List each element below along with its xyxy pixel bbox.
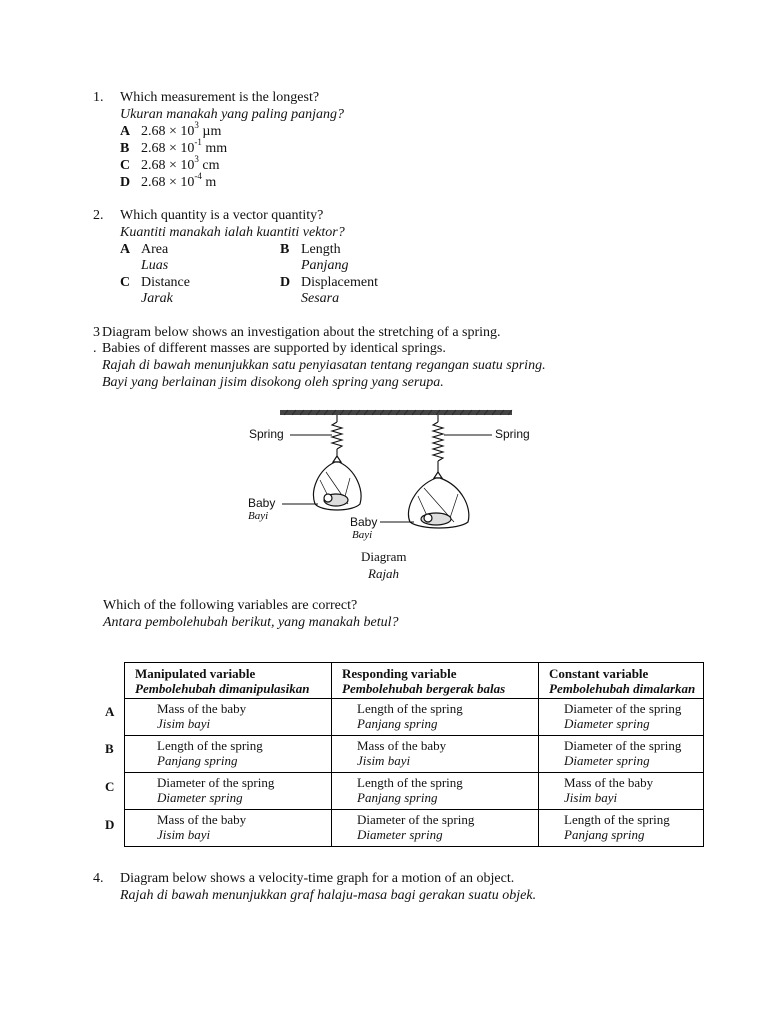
cell: Length of the spring Panjang spring: [125, 736, 332, 773]
cell: Mass of the baby Jisim bayi: [125, 810, 332, 847]
q2-option-d-ms: Sesara: [301, 291, 340, 306]
q4-number: 4.: [93, 871, 104, 886]
q4-question: Diagram below shows a velocity-time graph for a motion of an object.: [120, 871, 515, 886]
header-constant: Constant variable Pembolehubah dimalarkan: [539, 663, 704, 699]
cell: Mass of the baby Jisim bayi: [332, 736, 539, 773]
cell: Mass of the baby Jisim bayi: [125, 699, 332, 736]
variables-table-viewport: [0, 660, 696, 860]
variables-table: [124, 662, 704, 847]
q2-option-d[interactable]: D Displacement: [280, 275, 378, 290]
spring-baby-diagram: [240, 400, 540, 550]
q3-prompt-ms: Antara pembolehubah berikut, yang manakah betul?: [103, 615, 399, 630]
left-baby-bundle: [314, 456, 361, 510]
left-spring: [332, 415, 342, 456]
baby1-label: Baby: [248, 496, 276, 510]
q1-option-b[interactable]: B $2.68 \times 10^{-1}$ mm: [120, 137, 228, 156]
q2-question-ms: Kuantiti manakah ialah kuantiti vektor?: [120, 225, 345, 240]
q1-question: Which measurement is the longest?: [120, 90, 320, 105]
diagram-caption: Diagram: [361, 549, 407, 564]
baby2-label: Baby: [350, 515, 378, 529]
spring-right-label: Spring: [495, 427, 530, 441]
q3-line1: Diagram below shows an investigation about the stretching of a spring.: [102, 325, 501, 340]
cell: Length of the spring Panjang spring: [332, 699, 539, 736]
cell: Diameter of the spring Diameter spring: [332, 810, 539, 847]
table-row-d[interactable]: [125, 810, 704, 847]
spring-left-label: Spring: [249, 427, 284, 441]
q3-number: 3: [93, 325, 100, 340]
q1-option-d[interactable]: D $2.68 \times 10^{-4}$ m: [120, 171, 217, 190]
cell: Diameter of the spring Diameter spring: [539, 699, 704, 736]
baby2-label-ms: Bayi: [352, 529, 373, 541]
q3-line1-ms: Rajah di bawah menunjukkan satu penyiasatan tentang regangan suatu spring.: [102, 358, 546, 373]
q1-option-c[interactable]: C $2.68 \times 10^3$ cm: [120, 154, 220, 173]
baby1-label-ms: Bayi: [248, 510, 269, 522]
row-letter-b: B: [105, 741, 114, 756]
q1-question-ms: Ukuran manakah yang paling panjang?: [120, 107, 344, 122]
row-letter-a: A: [105, 704, 115, 719]
q2-option-c[interactable]: C Distance: [120, 275, 190, 290]
row-letter-d: D: [105, 817, 115, 832]
q3-dot: .: [93, 341, 97, 356]
q2-question: Which quantity is a vector quantity?: [120, 208, 324, 223]
q3-prompt: Which of the following variables are correct?: [103, 598, 358, 613]
q3-line2: Babies of different masses are supported by identical springs.: [102, 341, 446, 356]
q1-option-a[interactable]: A $2.68 \times 10^3$ µm: [120, 120, 222, 139]
header-manipulated: Manipulated variable Pembolehubah dimanipulasikan: [125, 663, 332, 699]
right-spring: [433, 415, 443, 472]
table-row-c[interactable]: [125, 773, 704, 810]
q2-option-c-ms: Jarak: [141, 291, 173, 306]
cell: Length of the spring Panjang spring: [332, 773, 539, 810]
q2-number: 2.: [93, 208, 104, 223]
diagram-caption-ms: Rajah: [368, 566, 400, 581]
q1-number: 1.: [93, 90, 104, 105]
table-row-b[interactable]: [125, 736, 704, 773]
row-letter-c: C: [105, 779, 115, 794]
q2-option-b[interactable]: B Length: [280, 242, 341, 257]
header-responding: Responding variable Pembolehubah bergerak balas: [332, 663, 539, 699]
q2-option-b-ms: Panjang: [301, 258, 349, 273]
cell: Length of the spring Panjang spring: [539, 810, 704, 847]
q2-option-a-ms: Luas: [141, 258, 169, 273]
table-row-a[interactable]: [125, 699, 704, 736]
q3-line2-ms: Bayi yang berlainan jisim disokong oleh spring yang serupa.: [102, 375, 444, 390]
q2-option-a[interactable]: A Area: [120, 242, 169, 257]
cell: Diameter of the spring Diameter spring: [125, 773, 332, 810]
cell: Diameter of the spring Diameter spring: [539, 736, 704, 773]
table-header-row: [125, 663, 704, 699]
ceiling-bar: [280, 410, 512, 415]
q4-question-ms: Rajah di bawah menunjukkan graf halaju-masa bagi gerakan suatu objek.: [120, 888, 537, 903]
right-baby-bundle: [408, 472, 468, 528]
cell: Mass of the baby Jisim bayi: [539, 773, 704, 810]
